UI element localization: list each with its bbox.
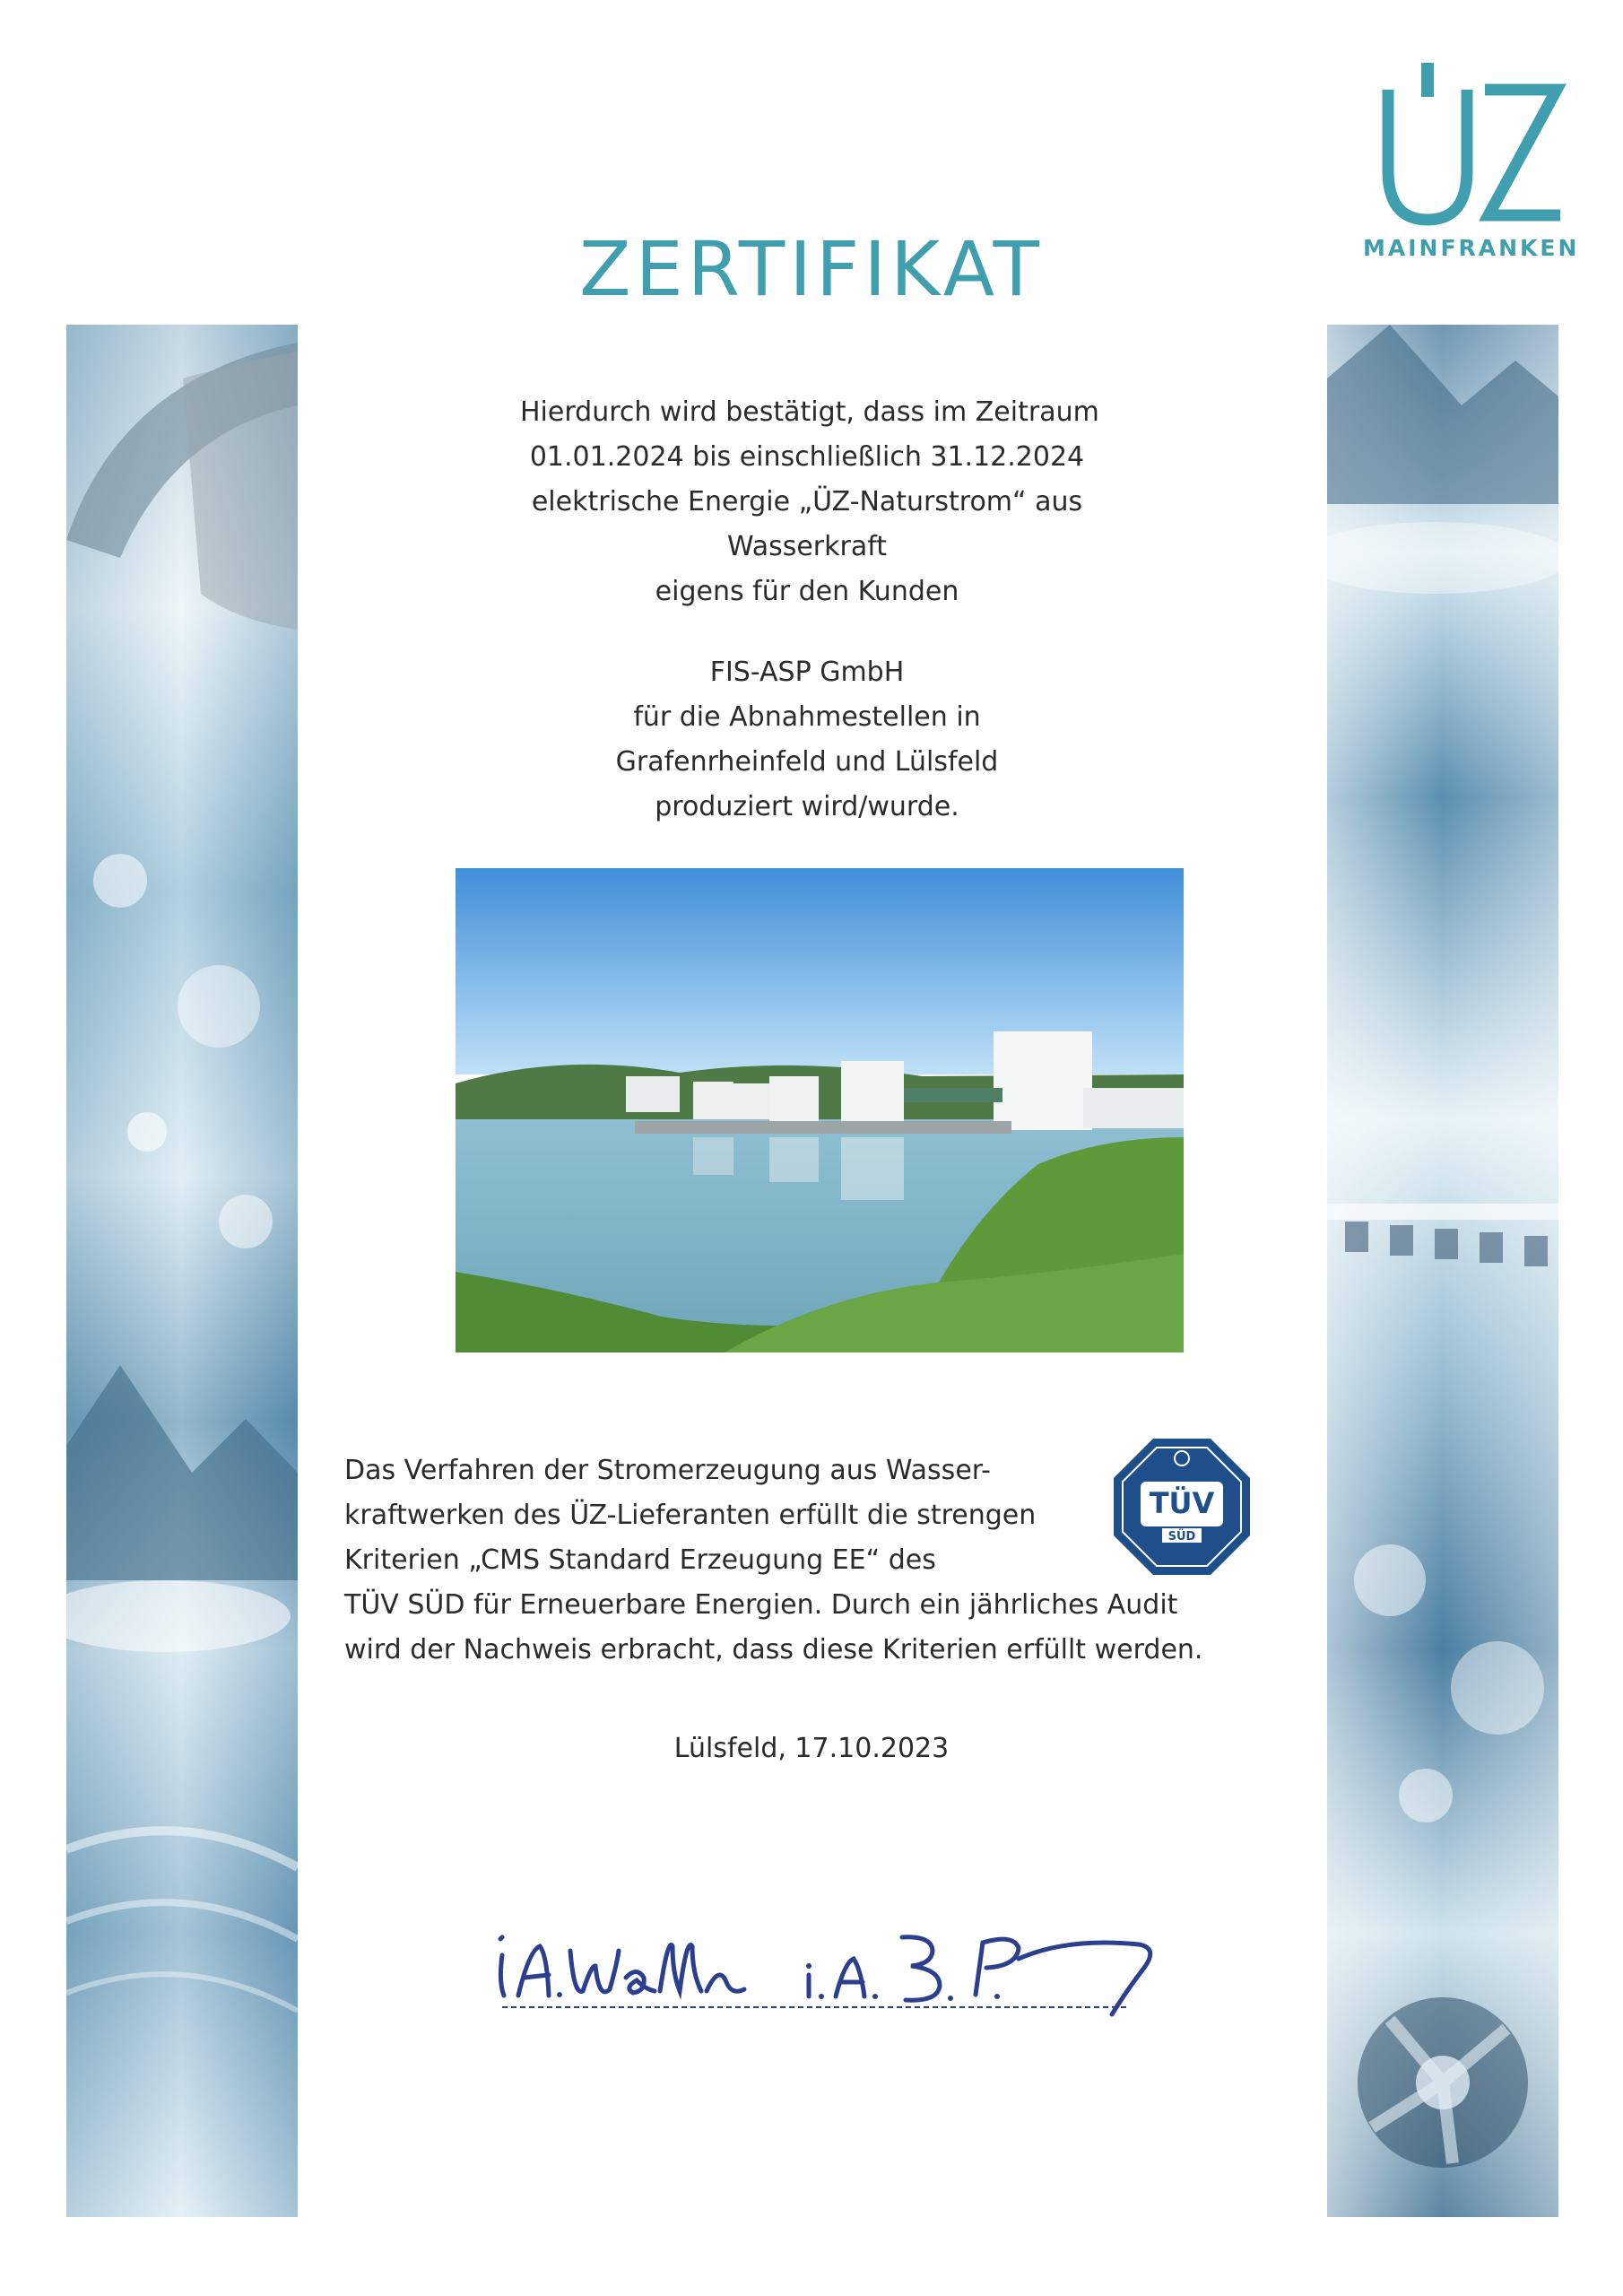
place-and-date: Lülsfeld, 17.10.2023 bbox=[673, 1733, 950, 1764]
paragraph-line: kraftwerken des ÜZ-Lieferanten erfüllt die strengen bbox=[344, 1500, 1037, 1531]
hydropower-plant-photo bbox=[456, 868, 1184, 1352]
paragraph-line: TÜV SÜD für Erneuerbare Energien. Durch ein jährliches Audit bbox=[344, 1589, 1178, 1621]
uez-logo-icon bbox=[1372, 63, 1569, 233]
paragraph-line: Kriterien „CMS Standard Erzeugung EE“ des bbox=[344, 1544, 936, 1576]
customer-line: Grafenrheinfeld und Lülsfeld bbox=[615, 746, 999, 778]
customer-line: für die Abnahmestellen in bbox=[633, 701, 981, 733]
customer-line: produziert wird/wurde. bbox=[655, 791, 959, 822]
paragraph-line: wird der Nachweis erbracht, dass diese Kriterien erfüllt werden. bbox=[344, 1634, 1203, 1665]
intro-line: Wasserkraft bbox=[726, 531, 888, 562]
paragraph-line: Das Verfahren der Stromerzeugung aus Wasser- bbox=[344, 1455, 992, 1486]
left-water-collage-image bbox=[66, 325, 298, 2217]
intro-line: Hierdurch wird bestätigt, dass im Zeitraum bbox=[520, 396, 1099, 428]
right-water-collage-image bbox=[1327, 325, 1558, 2217]
certificate-title: ZERTIFIKAT bbox=[579, 225, 1044, 313]
handwritten-signature bbox=[484, 1901, 1184, 2018]
customer-name: FIS-ASP GmbH bbox=[709, 657, 905, 688]
intro-line: 01.01.2024 bis einschließlich 31.12.2024 bbox=[529, 441, 1085, 473]
logo-subtitle: MAINFRANKEN bbox=[1363, 235, 1580, 261]
intro-line: eigens für den Kunden bbox=[655, 576, 959, 607]
intro-line: elektrische Energie „ÜZ-Naturstrom“ aus bbox=[531, 486, 1083, 517]
tuv-sued-seal-icon bbox=[1110, 1435, 1254, 1578]
seal-sub-text: SÜD bbox=[1167, 1530, 1196, 1544]
seal-main-text: TÜV bbox=[1149, 1486, 1215, 1520]
